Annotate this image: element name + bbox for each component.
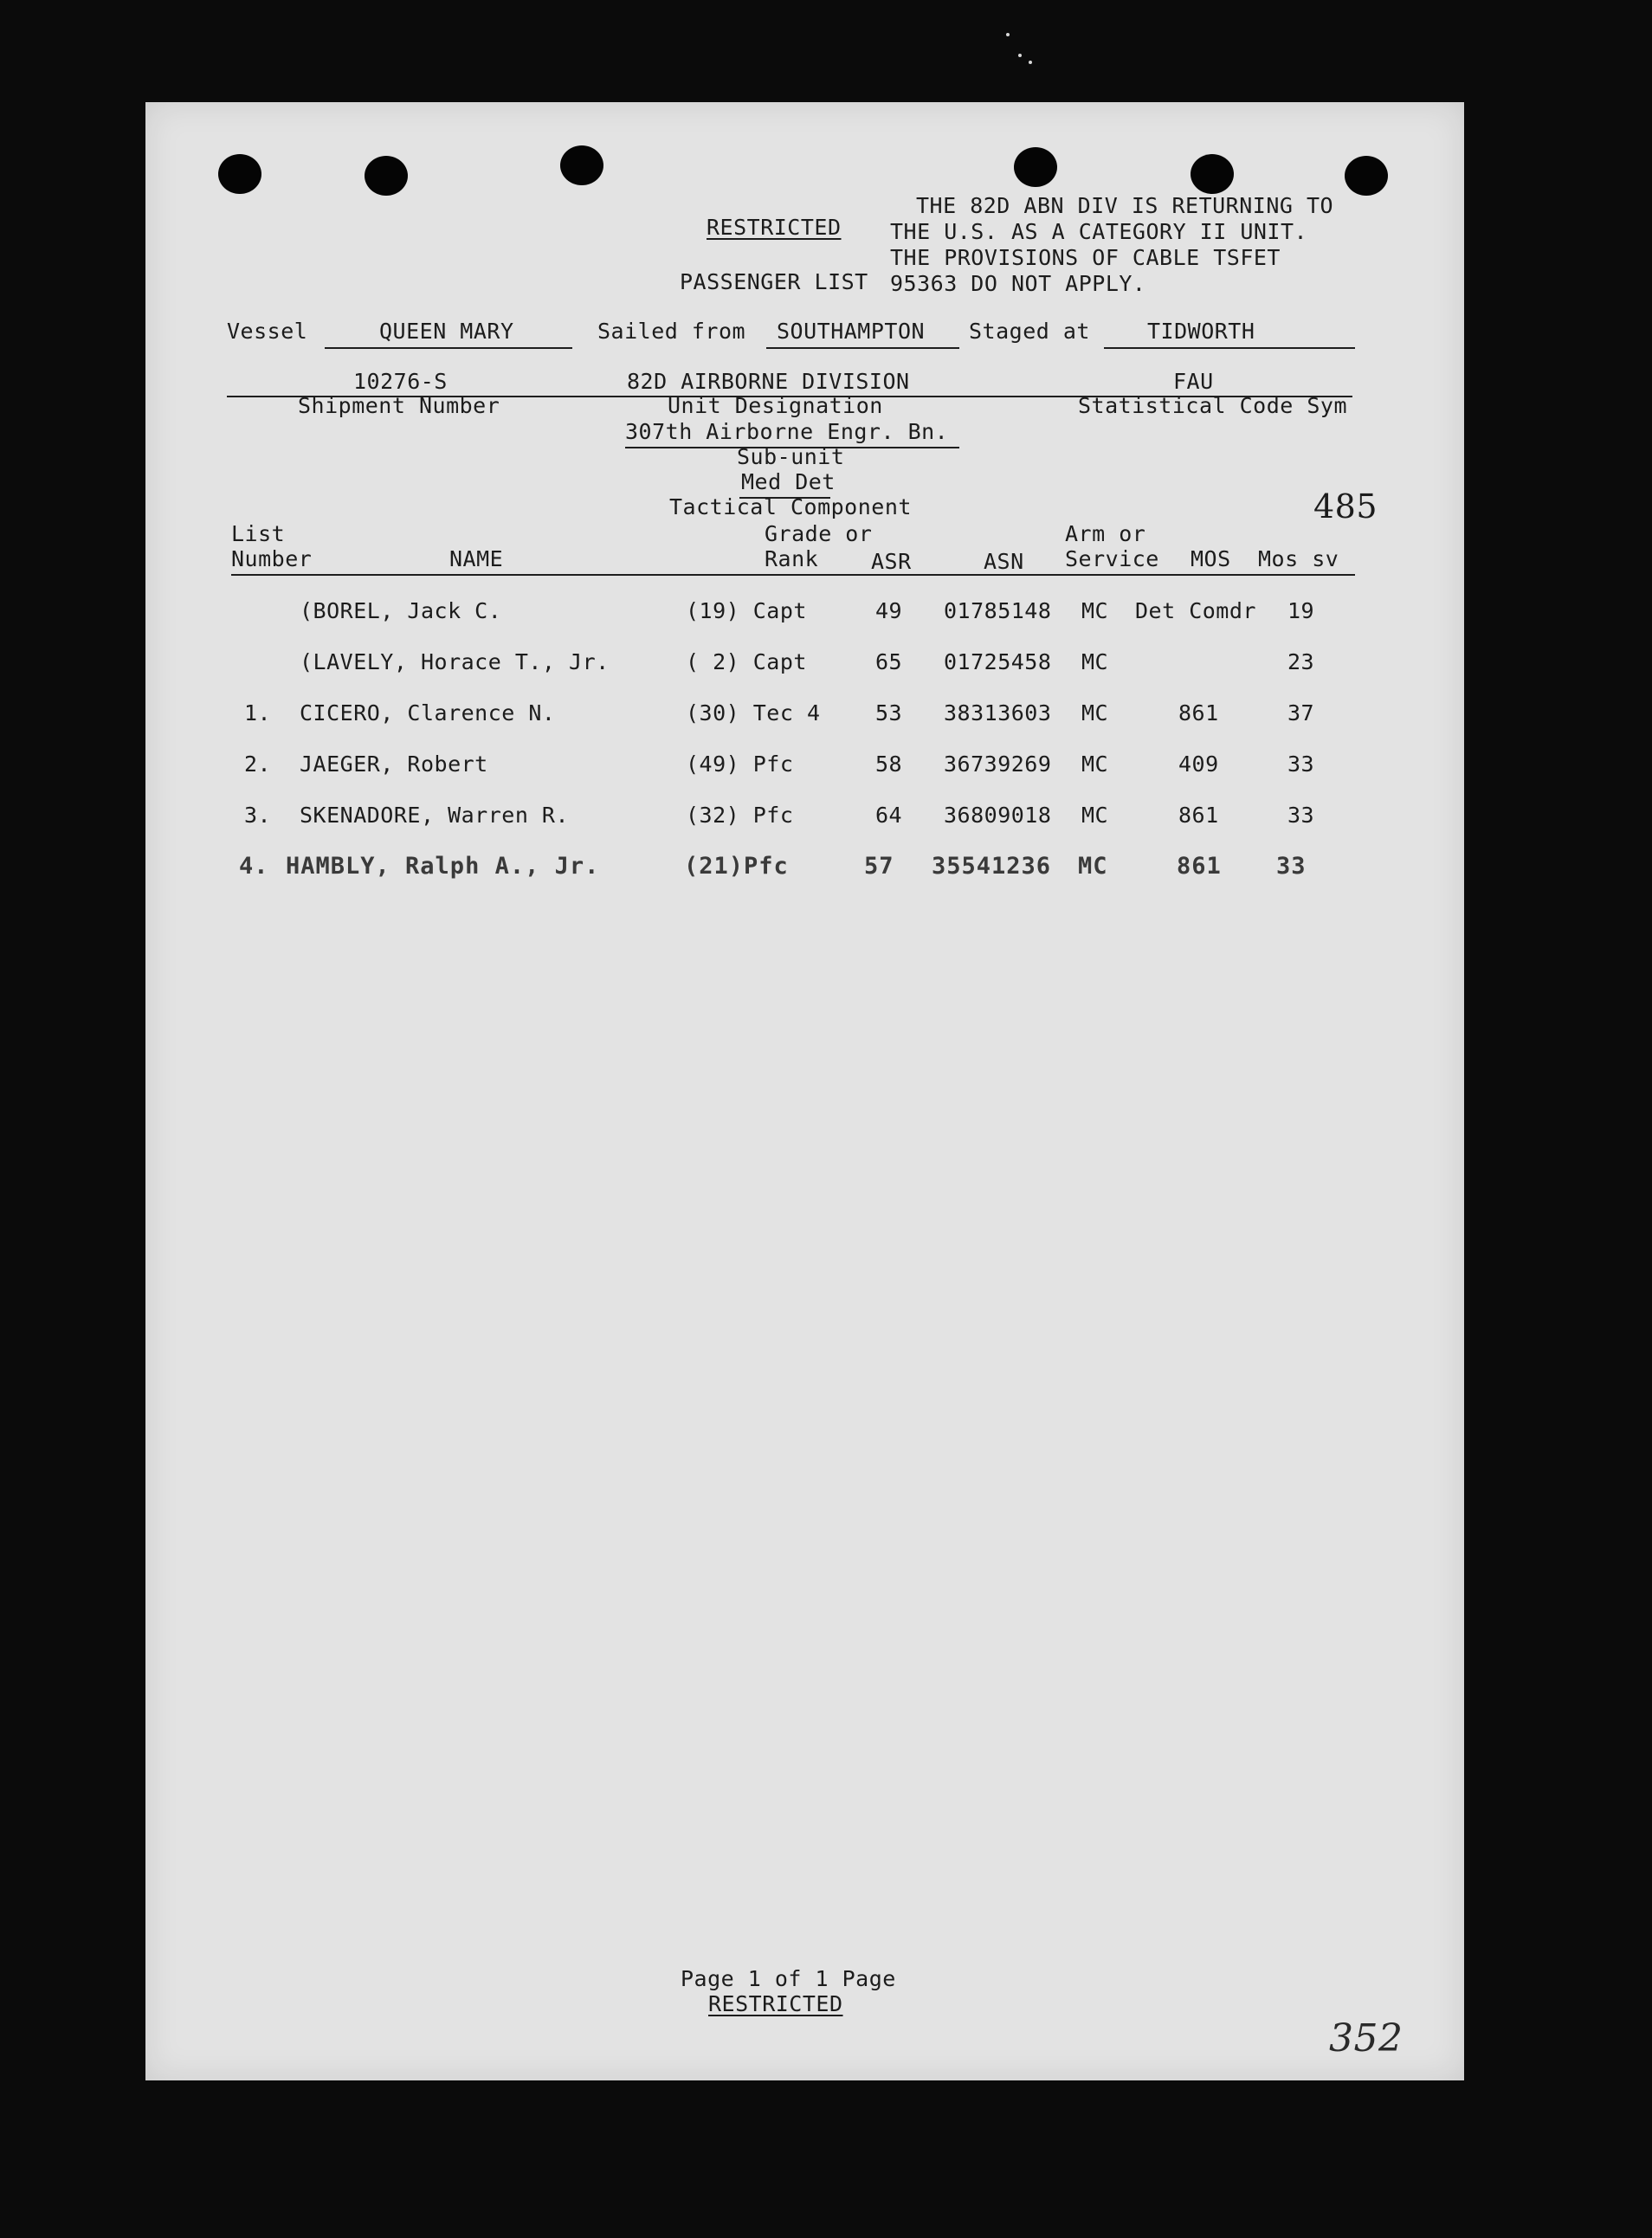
row-asn: 36739269 xyxy=(944,751,1052,777)
scan-speck xyxy=(1006,33,1010,36)
row-asr: 57 xyxy=(864,853,894,880)
shipment-number-label: Shipment Number xyxy=(298,393,500,418)
row-mos: 861 xyxy=(1177,853,1222,880)
column-asr: ASR xyxy=(871,549,912,574)
punch-hole xyxy=(1191,154,1234,194)
sailed-from-label: Sailed from xyxy=(597,319,746,344)
punch-hole xyxy=(218,154,261,194)
cable-note-line-1: THE 82D ABN DIV IS RETURNING TO xyxy=(916,193,1334,218)
column-name: NAME xyxy=(449,546,504,571)
row-grade: (19) Capt xyxy=(686,598,807,623)
row-asr: 49 xyxy=(875,598,903,623)
row-grade: ( 2) Capt xyxy=(686,649,807,674)
restricted-heading: RESTRICTED xyxy=(707,215,842,240)
scan-speck xyxy=(1029,61,1032,64)
row-grade: (49) Pfc xyxy=(686,751,794,777)
sub-unit-value: 307th Airborne Engr. Bn. xyxy=(625,419,949,444)
tactical-component-value: Med Det xyxy=(741,469,836,494)
column-grade-2: Rank xyxy=(765,546,819,571)
row-mos: 861 xyxy=(1178,803,1219,828)
row-arm: MC xyxy=(1081,803,1109,828)
unit-designation-label: Unit Designation xyxy=(668,393,883,418)
page-count: Page 1 of 1 Page xyxy=(681,1966,896,1991)
vessel-underline xyxy=(325,347,572,349)
punch-hole xyxy=(365,156,408,196)
column-asn: ASN xyxy=(984,549,1024,574)
row-asr: 64 xyxy=(875,803,903,828)
row-arm: MC xyxy=(1081,751,1109,777)
sub-unit-label: Sub-unit xyxy=(737,444,845,469)
column-mos-sv: Mos sv xyxy=(1258,546,1339,571)
row-mos-sv: 33 xyxy=(1287,803,1315,828)
punch-hole xyxy=(1014,147,1057,187)
row-number: 1. xyxy=(244,700,272,726)
row-mos-sv: 23 xyxy=(1287,649,1315,674)
row-name: CICERO, Clarence N. xyxy=(300,700,556,726)
passenger-list-title: PASSENGER LIST xyxy=(680,269,868,294)
sailed-underline xyxy=(766,347,959,349)
row-arm: MC xyxy=(1081,700,1109,726)
row-asn: 36809018 xyxy=(944,803,1052,828)
shipment-number: 10276-S xyxy=(353,369,448,394)
handwritten-page-number: 352 xyxy=(1329,2016,1404,2061)
sailed-from-value: SOUTHAMPTON xyxy=(777,319,926,344)
row-grade: (32) Pfc xyxy=(686,803,794,828)
row-name: SKENADORE, Warren R. xyxy=(300,803,570,828)
row-name: HAMBLY, Ralph A., Jr. xyxy=(286,853,600,880)
staged-underline xyxy=(1104,347,1355,349)
punch-hole xyxy=(1345,156,1388,196)
cable-note-line-3: THE PROVISIONS OF CABLE TSFET xyxy=(890,245,1281,270)
row-name: (BOREL, Jack C. xyxy=(300,598,502,623)
statistical-code: FAU xyxy=(1173,369,1214,394)
column-list-number-2: Number xyxy=(231,546,313,571)
vessel-value: QUEEN MARY xyxy=(379,319,514,344)
punch-hole xyxy=(560,145,603,185)
row-mos: 409 xyxy=(1178,751,1219,777)
row-number: 3. xyxy=(244,803,272,828)
row-mos-sv: 33 xyxy=(1276,853,1307,880)
row-grade: (30) Tec 4 xyxy=(686,700,821,726)
column-mos: MOS xyxy=(1191,546,1231,571)
statistical-code-label: Statistical Code Sym xyxy=(1078,393,1348,418)
tactical-component-label: Tactical Component xyxy=(669,494,912,519)
row-name: JAEGER, Robert xyxy=(300,751,488,777)
row-arm: MC xyxy=(1081,649,1109,674)
vessel-label: Vessel xyxy=(227,319,308,344)
column-arm-2: Service xyxy=(1065,546,1159,571)
row-mos-sv: 19 xyxy=(1287,598,1315,623)
row-mos: 861 xyxy=(1178,700,1219,726)
column-grade-1: Grade or xyxy=(765,521,873,546)
restricted-footer: RESTRICTED xyxy=(708,1991,843,2016)
row-grade: (21)Pfc xyxy=(684,853,789,880)
cable-note-line-4: 95363 DO NOT APPLY. xyxy=(890,271,1146,296)
row-asn: 35541236 xyxy=(932,853,1052,880)
row-asr: 65 xyxy=(875,649,903,674)
row-number: 2. xyxy=(244,751,272,777)
page-stamp-number: 485 xyxy=(1313,487,1378,526)
column-list-number-1: List xyxy=(231,521,286,546)
row-asr: 58 xyxy=(875,751,903,777)
row-arm: MC xyxy=(1078,853,1108,880)
row-mos-sv: 33 xyxy=(1287,751,1315,777)
row-arm: MC xyxy=(1081,598,1109,623)
staged-at-label: Staged at xyxy=(969,319,1090,344)
row-asn: 01785148 xyxy=(944,598,1052,623)
column-arm-1: Arm or xyxy=(1065,521,1146,546)
scan-speck xyxy=(1018,54,1022,57)
row-name: (LAVELY, Horace T., Jr. xyxy=(300,649,610,674)
unit-designation: 82D AIRBORNE DIVISION xyxy=(627,369,910,394)
header-rule xyxy=(231,574,1355,576)
row-number: 4. xyxy=(239,853,269,880)
row-asn: 38313603 xyxy=(944,700,1052,726)
row-mos: Det Comdr xyxy=(1135,598,1256,623)
row-asr: 53 xyxy=(875,700,903,726)
document-page xyxy=(145,102,1464,2080)
cable-note-line-2: THE U.S. AS A CATEGORY II UNIT. xyxy=(890,219,1308,244)
row-mos-sv: 37 xyxy=(1287,700,1315,726)
row-asn: 01725458 xyxy=(944,649,1052,674)
staged-at-value: TIDWORTH xyxy=(1147,319,1255,344)
